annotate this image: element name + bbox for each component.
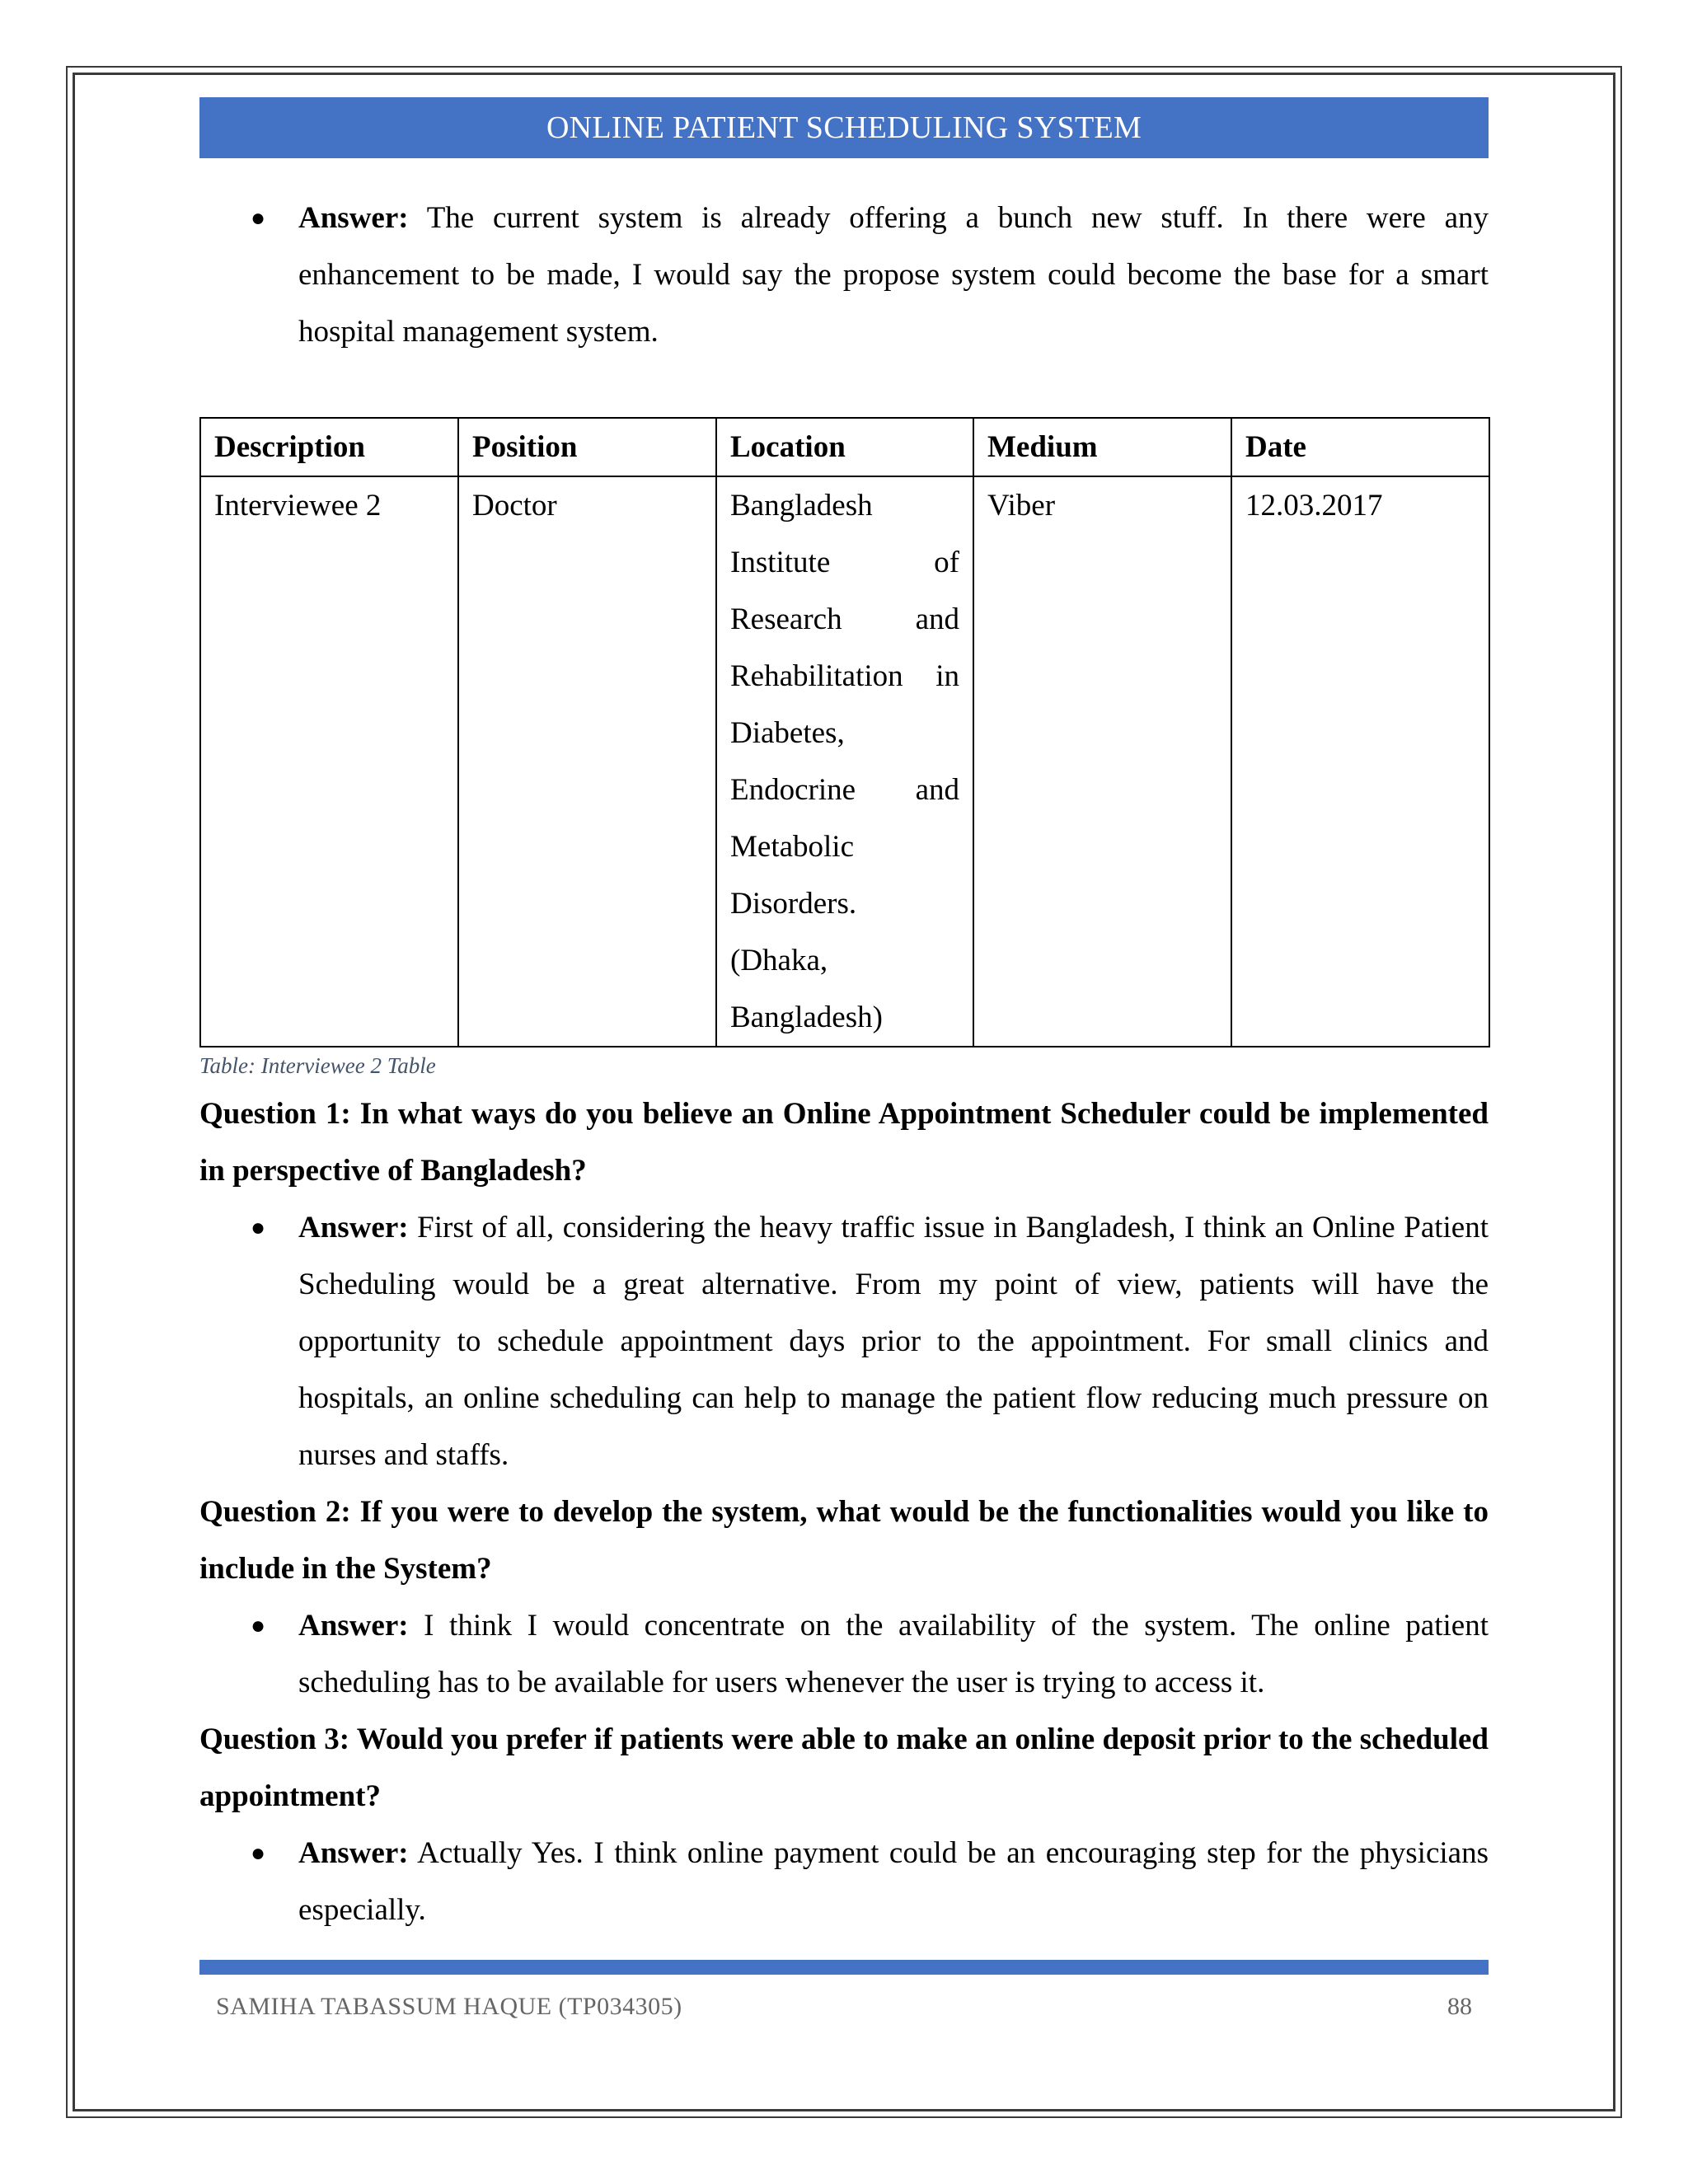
table-header-position: Position [458, 418, 716, 476]
location-line: Endocrine and [730, 773, 959, 807]
page-content [199, 190, 1489, 1938]
answer-label: Answer: [298, 201, 409, 235]
answer-2-list [199, 1597, 1489, 1711]
location-line: Rehabilitation in [730, 659, 959, 693]
answer-text: First of all, considering the heavy traffic issue in Bangladesh, I think an Online Patient Scheduling would be a great alternative. From my point of view, patients will have the opportunity to schedule appointment days prior to the appointment. For small clinics and hospitals, an online scheduling can help to manage the patient flow reducing much pressure on nurses and staffs. [298, 1211, 1489, 1472]
interviewee-table [199, 417, 1490, 1047]
cell-location [716, 476, 973, 1047]
table-header-location: Location [716, 418, 973, 476]
table-header-row [200, 418, 1489, 476]
answer-label: Answer: [298, 1609, 409, 1643]
intro-answer-list [199, 190, 1489, 360]
location-line: Disorders. [730, 887, 857, 921]
table-header-description: Description [200, 418, 458, 476]
answer-label: Answer: [298, 1211, 409, 1244]
footer-author: SAMIHA TABASSUM HAQUE (TP034305) [216, 1993, 682, 2020]
table-header-medium: Medium [973, 418, 1231, 476]
footer-rule [199, 1960, 1489, 1975]
answer-text: I think I would concentrate on the availability of the system. The online patient scheduling has to be available for users whenever the user is trying to access it. [298, 1609, 1489, 1699]
answer-3-list [199, 1825, 1489, 1938]
answer-2 [199, 1597, 1489, 1711]
location-line: Diabetes, [730, 716, 845, 750]
page-header-title: ONLINE PATIENT SCHEDULING SYSTEM [199, 97, 1489, 158]
table-row [200, 476, 1489, 1047]
bullet-icon: ● [251, 1612, 266, 1639]
table-header-date: Date [1231, 418, 1489, 476]
answer-text: The current system is already offering a bunch new stuff. In there were any enhancement to be made, I would say the propose system could become the base for a smart hospital management system. [298, 201, 1489, 349]
answer-text: Actually Yes. I think online payment could be an encouraging step for the physicians especially. [298, 1836, 1489, 1927]
cell-date: 12.03.2017 [1231, 476, 1489, 1047]
answer-3 [199, 1825, 1489, 1938]
bullet-icon: ● [251, 1840, 266, 1867]
question-2: Question 2: If you were to develop the system, what would be the functionalities would you like to include in the System? [199, 1495, 1489, 1586]
footer-page-number: 88 [1447, 1993, 1472, 2020]
cell-medium: Viber [973, 476, 1231, 1047]
location-line: Metabolic [730, 830, 855, 864]
location-line: Research and [730, 602, 959, 636]
location-line: (Dhaka, [730, 944, 828, 977]
answer-1-list [199, 1199, 1489, 1483]
question-3: Question 3: Would you prefer if patients were able to make an online deposit prior to the scheduled appointment? [199, 1722, 1489, 1813]
cell-position: Doctor [458, 476, 716, 1047]
location-line: Bangladesh [730, 489, 873, 523]
location-line: Institute of [730, 546, 959, 579]
bullet-icon: ● [251, 1214, 266, 1241]
cell-description: Interviewee 2 [200, 476, 458, 1047]
bullet-icon: ● [251, 204, 266, 232]
answer-1 [199, 1199, 1489, 1483]
intro-answer [199, 190, 1489, 360]
question-1: Question 1: In what ways do you believe an Online Appointment Scheduler could be implemented in perspective of Bangladesh? [199, 1097, 1489, 1188]
answer-label: Answer: [298, 1836, 409, 1870]
table-caption: Table: Interviewee 2 Table [199, 1053, 436, 1078]
location-line: Bangladesh) [730, 1001, 883, 1034]
